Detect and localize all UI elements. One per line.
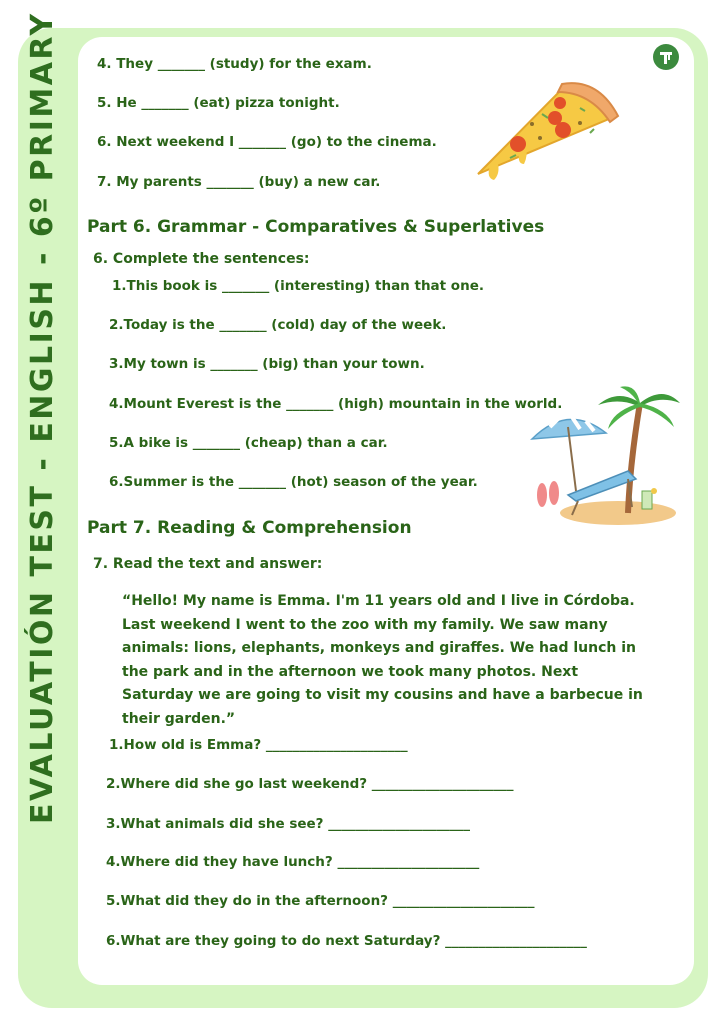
logo-icon — [653, 44, 679, 70]
pizza-illustration — [470, 78, 620, 183]
part6-item-3: 3.My town is _______ (big) than your town. — [109, 356, 425, 372]
question-2: 2.Where did she go last weekend? _____________________ — [106, 776, 514, 792]
part5-item-7: 7. My parents _______ (buy) a new car. — [97, 174, 381, 190]
part6-item-6: 6.Summer is the _______ (hot) season of the year. — [109, 474, 478, 490]
part6-item-1: 1.This book is _______ (interesting) than that one. — [112, 278, 484, 294]
part6-item-4: 4.Mount Everest is the _______ (high) mountain in the world. — [109, 396, 563, 412]
part5-item-5: 5. He _______ (eat) pizza tonight. — [97, 95, 340, 111]
part7-title: Part 7. Reading & Comprehension — [87, 518, 412, 538]
reading-text: “Hello! My name is Emma. I'm 11 years old and I live in Córdoba. Last weekend I went to the zoo with my family. We saw many animals: lions, elephants, monkeys and giraffes. We had lunch in the park and in the afternoon we took many photos. Next Saturday we are going to visit my cousins and have a barbecue in their garden.” — [122, 593, 643, 727]
beach-illustration — [528, 383, 683, 528]
part7-instruction: 7. Read the text and answer: — [93, 556, 323, 572]
part6-item-2: 2.Today is the _______ (cold) day of the week. — [109, 317, 447, 333]
part6-instruction: 6. Complete the sentences: — [93, 251, 310, 267]
part5-item-6: 6. Next weekend I _______ (go) to the cinema. — [97, 134, 437, 150]
question-1: 1.How old is Emma? _____________________ — [109, 737, 408, 753]
part5-item-4: 4. They _______ (study) for the exam. — [97, 56, 372, 72]
part6-item-5: 5.A bike is _______ (cheap) than a car. — [109, 435, 388, 451]
question-4: 4.Where did they have lunch? _____________________ — [106, 854, 480, 870]
question-3: 3.What animals did she see? _____________________ — [106, 816, 470, 832]
question-6: 6.What are they going to do next Saturday? _____________________ — [106, 933, 587, 949]
part6-title: Part 6. Grammar - Comparatives & Superlatives — [87, 217, 545, 237]
question-5: 5.What did they do in the afternoon? _____________________ — [106, 893, 535, 909]
side-title: EVALUATIÓN TEST - ENGLISH - 6º PRIMARY — [25, 11, 60, 824]
